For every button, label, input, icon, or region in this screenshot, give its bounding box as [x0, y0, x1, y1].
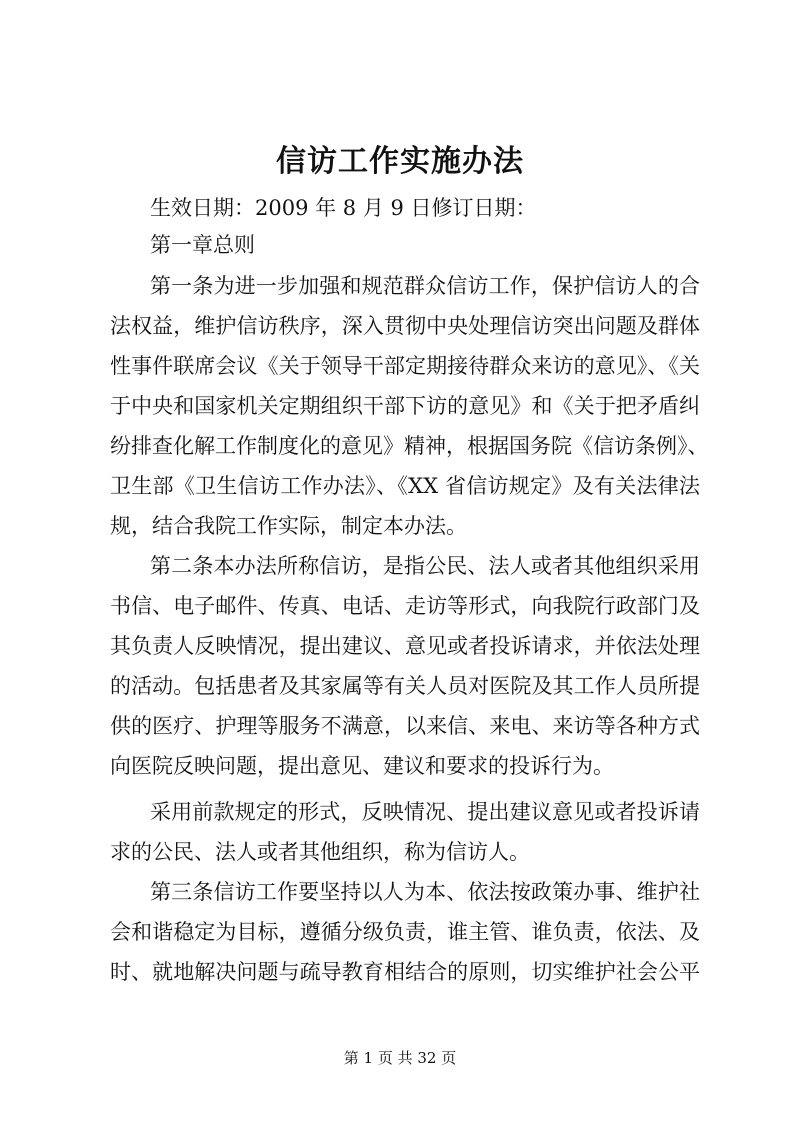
article-2-line: 的活动。包括患者及其家属等有关人员对医院及其工作人员所提: [110, 674, 700, 698]
article-2-line: 书信、电子邮件、传真、电话、走访等形式，向我院行政部门及: [110, 594, 700, 618]
article-2-paragraph-2-line: 采用前款规定的形式，反映情况、提出建议意见或者投诉请: [150, 800, 700, 824]
article-2-paragraph-2-line: 求的公民、法人或者其他组织，称为信访人。: [110, 840, 530, 864]
article-1-line: 第一条为进一步加强和规范群众信访工作，保护信访人的合: [150, 274, 700, 298]
article-3-line: 第三条信访工作要坚持以人为本、依法按政策办事、维护社: [150, 880, 700, 904]
article-2-line: 其负责人反映情况，提出建议、意见或者投诉请求，并依法处理: [110, 634, 700, 658]
article-1-line: 性事件联席会议《关于领导干部定期接待群众来访的意见》、《关: [110, 354, 700, 378]
page-number: 第 1 页 共 32 页: [343, 1049, 457, 1067]
article-1-line: 规，结合我院工作实际，制定本办法。: [110, 514, 467, 538]
document-title: 信访工作实施办法: [276, 144, 524, 179]
article-2-line: 第二条本办法所称信访，是指公民、法人或者其他组织采用: [150, 554, 700, 578]
article-3-line: 时、就地解决问题与疏导教育相结合的原则，切实维护社会公平: [110, 960, 700, 984]
article-2-line: 供的医疗、护理等服务不满意，以来信、来电、来访等各种方式: [110, 714, 700, 738]
chapter-heading: 第一章总则: [150, 233, 255, 257]
article-1-line: 卫生部《卫生信访工作办法》、《XX 省信访规定》及有关法律法: [110, 474, 700, 498]
effective-date-line: 生效日期：2009 年 8 月 9 日修订日期：: [150, 196, 537, 220]
article-2-line: 向医院反映问题，提出意见、建议和要求的投诉行为。: [110, 754, 614, 778]
article-1-line: 法权益，维护信访秩序，深入贯彻中央处理信访突出问题及群体: [110, 314, 700, 338]
article-1-line: 于中央和国家机关定期组织干部下访的意见》和《关于把矛盾纠: [110, 394, 700, 418]
article-1-line: 纷排查化解工作制度化的意见》精神，根据国务院《信访条例》、: [110, 434, 709, 458]
article-3-line: 会和谐稳定为目标，遵循分级负责，谁主管、谁负责，依法、及: [110, 920, 700, 944]
